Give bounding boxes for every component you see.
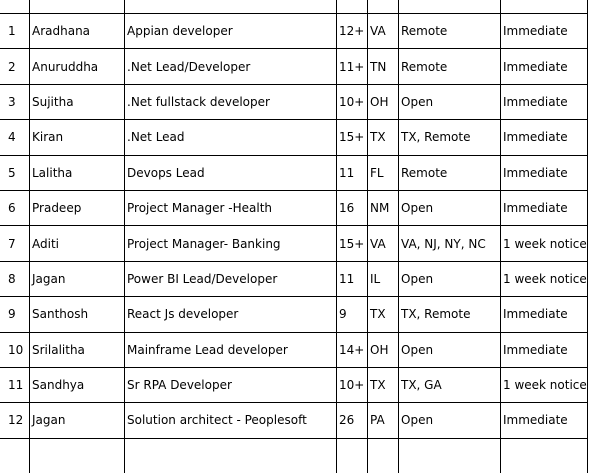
years-experience: 10+: [337, 367, 368, 402]
availability: Immediate: [501, 403, 588, 438]
work-location: Remote: [399, 49, 501, 84]
availability: Immediate: [501, 120, 588, 155]
candidate-role: Project Manager- Banking: [125, 226, 337, 261]
candidate-state: PA: [368, 403, 399, 438]
candidate-name: Santhosh: [30, 297, 125, 332]
table-row: [0, 226, 587, 261]
work-location: Open: [399, 190, 501, 225]
work-location: Open: [399, 261, 501, 296]
candidate-role: Appian developer: [125, 14, 337, 49]
table-cell: [125, 0, 337, 14]
table-row: [0, 120, 587, 155]
row-number: 7: [0, 226, 30, 261]
candidate-role: .Net Lead: [125, 120, 337, 155]
table-row: [0, 49, 587, 84]
years-experience: 11: [337, 261, 368, 296]
candidate-role: Sr RPA Developer: [125, 367, 337, 402]
availability: Immediate: [501, 49, 588, 84]
row-number: 6: [0, 190, 30, 225]
table-row-partial-bottom: [0, 438, 587, 473]
candidate-state: NM: [368, 190, 399, 225]
candidate-role: Power BI Lead/Developer: [125, 261, 337, 296]
table-row: [0, 155, 587, 190]
candidate-role: Mainframe Lead developer: [125, 332, 337, 367]
table-row: [0, 261, 587, 296]
table-row: [0, 403, 587, 438]
candidate-name: Lalitha: [30, 155, 125, 190]
availability: 1 week notice: [501, 261, 588, 296]
table-cell: [368, 0, 399, 14]
availability: Immediate: [501, 297, 588, 332]
work-location: Open: [399, 403, 501, 438]
candidate-name: Anuruddha: [30, 49, 125, 84]
table-cell: [337, 438, 368, 473]
row-number: 8: [0, 261, 30, 296]
candidate-role: .Net fullstack developer: [125, 84, 337, 119]
table-row: [0, 84, 587, 119]
candidate-role: React Js developer: [125, 297, 337, 332]
row-number: 9: [0, 297, 30, 332]
table-row: [0, 190, 587, 225]
years-experience: 15+: [337, 226, 368, 261]
work-location: TX, GA: [399, 367, 501, 402]
candidate-name: Sandhya: [30, 367, 125, 402]
years-experience: 11: [337, 155, 368, 190]
candidate-state: TX: [368, 120, 399, 155]
row-number: 5: [0, 155, 30, 190]
candidate-role: .Net Lead/Developer: [125, 49, 337, 84]
work-location: VA, NJ, NY, NC: [399, 226, 501, 261]
row-number: 10: [0, 332, 30, 367]
table-row: [0, 14, 587, 49]
table-row-partial-top: [0, 0, 587, 14]
years-experience: 26: [337, 403, 368, 438]
candidate-role: Solution architect - Peoplesoft: [125, 403, 337, 438]
work-location: Remote: [399, 14, 501, 49]
years-experience: 12+: [337, 14, 368, 49]
candidate-name: Srilalitha: [30, 332, 125, 367]
row-number: 4: [0, 120, 30, 155]
candidate-role: Devops Lead: [125, 155, 337, 190]
row-number: 11: [0, 367, 30, 402]
candidate-state: OH: [368, 332, 399, 367]
table-cell: [0, 0, 30, 14]
table-row: [0, 332, 587, 367]
candidate-name: Aditi: [30, 226, 125, 261]
availability: Immediate: [501, 190, 588, 225]
table-cell: [501, 0, 588, 14]
candidate-name: Aradhana: [30, 14, 125, 49]
years-experience: 9: [337, 297, 368, 332]
table-cell: [337, 0, 368, 14]
availability: Immediate: [501, 84, 588, 119]
candidate-name: Kiran: [30, 120, 125, 155]
table-cell: [125, 438, 337, 473]
table-cell: [30, 438, 125, 473]
availability: Immediate: [501, 332, 588, 367]
table-row: [0, 297, 587, 332]
table-cell: [399, 0, 501, 14]
availability: Immediate: [501, 14, 588, 49]
work-location: Open: [399, 84, 501, 119]
table-cell: [399, 438, 501, 473]
table-cell: [368, 438, 399, 473]
row-number: 1: [0, 14, 30, 49]
table-cell: [501, 438, 588, 473]
years-experience: 14+: [337, 332, 368, 367]
work-location: Remote: [399, 155, 501, 190]
table-cell: [30, 0, 125, 14]
candidate-state: VA: [368, 14, 399, 49]
candidate-state: IL: [368, 261, 399, 296]
table-row: [0, 367, 587, 402]
candidate-name: Jagan: [30, 403, 125, 438]
candidate-state: TX: [368, 297, 399, 332]
work-location: TX, Remote: [399, 297, 501, 332]
availability: 1 week notice: [501, 367, 588, 402]
work-location: TX, Remote: [399, 120, 501, 155]
candidate-state: FL: [368, 155, 399, 190]
years-experience: 10+: [337, 84, 368, 119]
availability: Immediate: [501, 155, 588, 190]
row-number: 3: [0, 84, 30, 119]
row-number: 2: [0, 49, 30, 84]
candidate-name: Sujitha: [30, 84, 125, 119]
years-experience: 15+: [337, 120, 368, 155]
candidate-state: TX: [368, 367, 399, 402]
row-number: 12: [0, 403, 30, 438]
availability: 1 week notice: [501, 226, 588, 261]
table-cell: [0, 438, 30, 473]
candidate-state: TN: [368, 49, 399, 84]
candidate-state: VA: [368, 226, 399, 261]
work-location: Open: [399, 332, 501, 367]
years-experience: 11+: [337, 49, 368, 84]
candidate-name: Pradeep: [30, 190, 125, 225]
years-experience: 16: [337, 190, 368, 225]
candidate-state: OH: [368, 84, 399, 119]
candidate-name: Jagan: [30, 261, 125, 296]
candidate-role: Project Manager -Health: [125, 190, 337, 225]
